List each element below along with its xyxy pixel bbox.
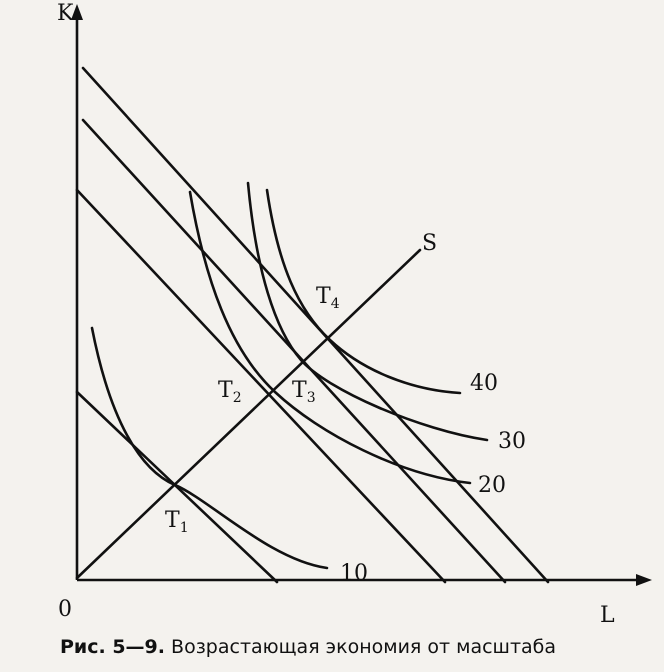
axis-y-label: K <box>57 1 74 26</box>
ray-label: S <box>422 231 438 256</box>
caption-text: Возрастающая экономия от масштаба <box>171 636 557 658</box>
expansion-ray <box>77 250 420 578</box>
isocost-line-2 <box>77 190 445 582</box>
point-label-t1: $T_1$ <box>165 508 189 536</box>
origin-label: 0 <box>58 597 72 622</box>
figure-caption <box>60 636 660 658</box>
isoquant-level-20: 20 <box>478 473 506 498</box>
point-label-t3: $T_3$ <box>292 378 316 406</box>
point-label-t4: $T_4$ <box>316 284 340 312</box>
isoquant-level-40: 40 <box>470 371 498 396</box>
axis-x-label: L <box>600 603 615 628</box>
isoquant-level-10: 10 <box>340 561 368 586</box>
isoquant-10 <box>92 328 327 568</box>
x-axis-arrow <box>636 574 652 586</box>
isoquant-40 <box>267 190 460 393</box>
caption-prefix: Рис. 5—9. <box>60 636 165 658</box>
point-label-t2: $T_2$ <box>218 378 242 406</box>
isoquant-level-30: 30 <box>498 429 526 454</box>
